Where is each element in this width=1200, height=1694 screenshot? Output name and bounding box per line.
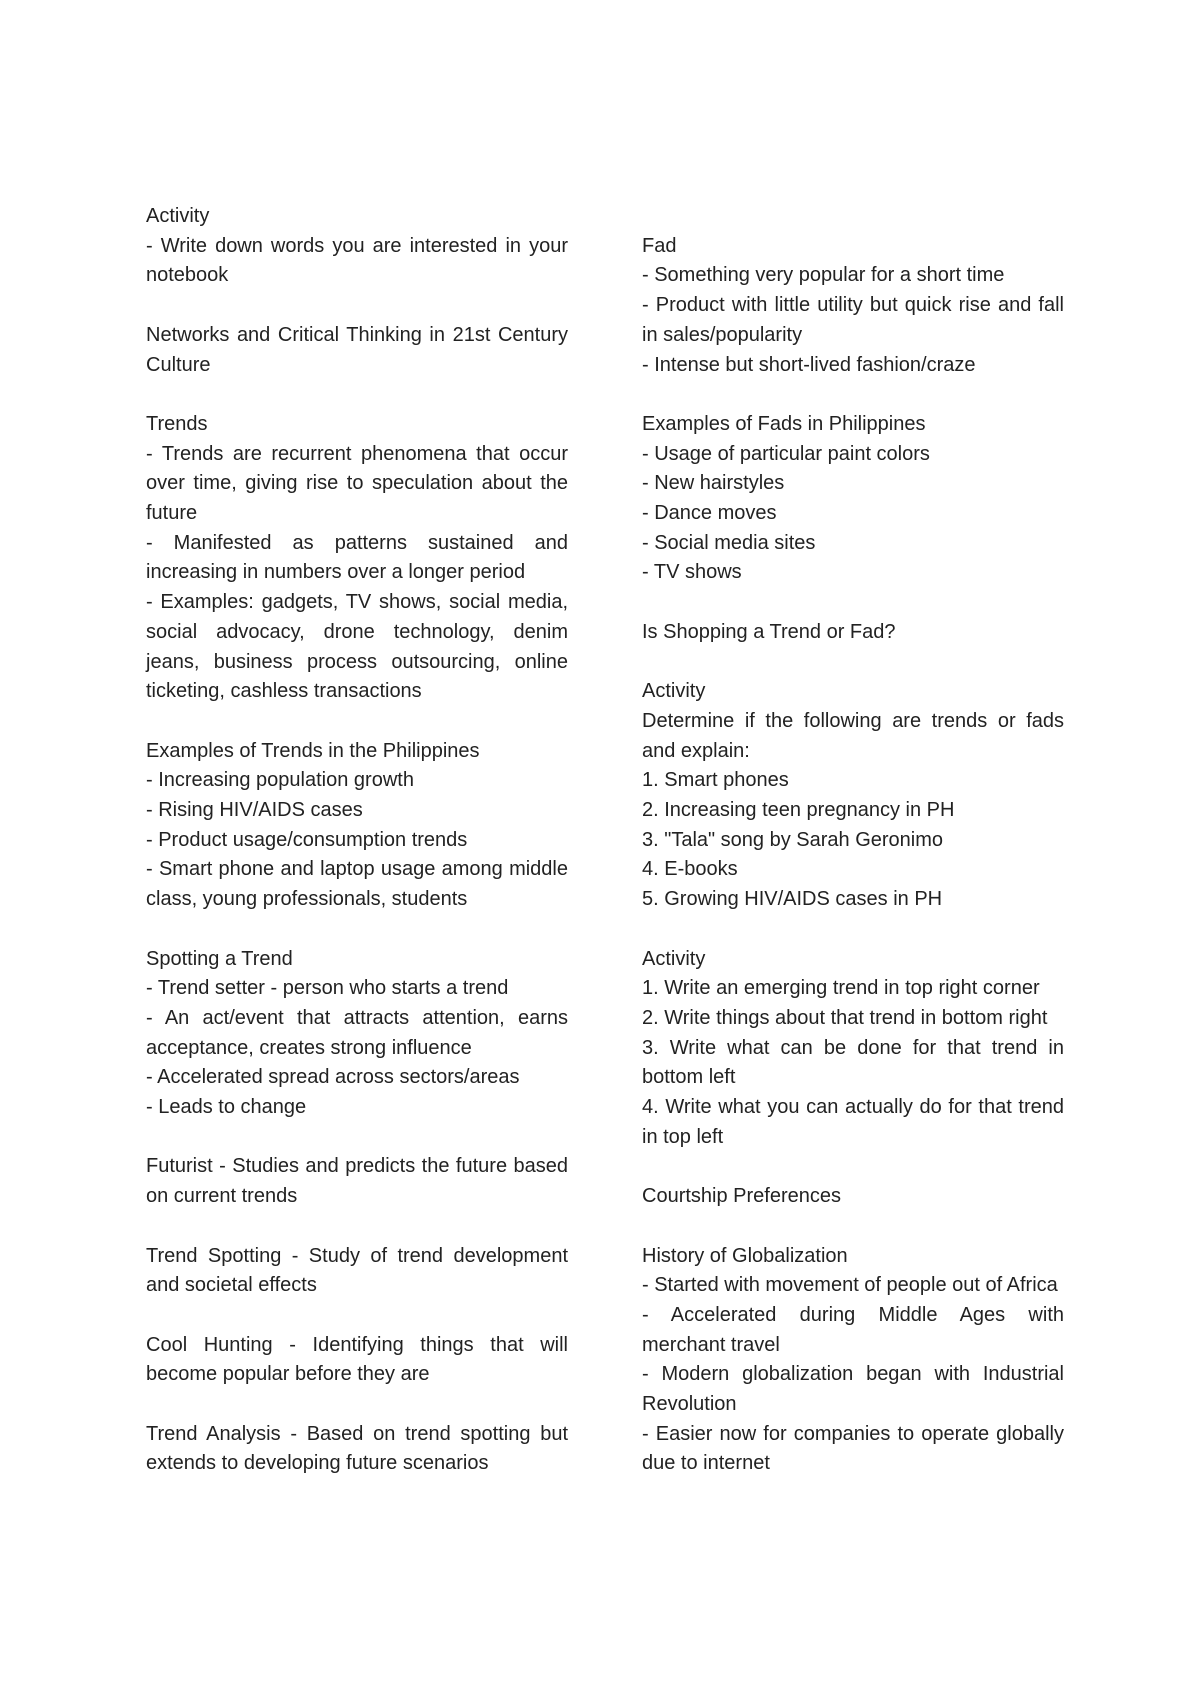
bullet-item: - Started with movement of people out of Africa [642,1274,1058,1297]
fad-block [642,232,1064,381]
block-heading: Spotting a Trend [146,947,293,970]
numbered-item: 1. Smart phones [642,769,789,792]
definition-text: Trend Spotting - Study of trend development and societal effects [146,1244,568,1297]
block-heading: Examples of Trends in the Philippines [146,739,480,762]
block-heading: Activity [146,205,210,227]
bullet-item: - Usage of particular paint colors [642,442,930,465]
spotting-trend-block [146,945,568,1123]
bullet-item: - Trends are recurrent phenomena that occur over time, giving rise to speculation about the future [146,442,568,524]
block-heading: Fad [642,234,677,257]
bullet-item: - Write down words you are interested in your notebook [146,234,568,287]
block-heading: Courtship Preferences [642,1185,841,1208]
bullet-item: - New hairstyles [642,472,785,495]
bullet-item: - Smart phone and laptop usage among middle class, young professionals, students [146,858,568,911]
trend-analysis-definition [146,1420,568,1479]
trends-philippines-block [146,737,568,915]
definition-text: Futurist - Studies and predicts the future based on current trends [146,1155,568,1208]
right-column [642,232,1064,1509]
question-heading: Is Shopping a Trend or Fad? [642,620,896,643]
bullet-item: - Modern globalization began with Industrial Revolution [642,1363,1064,1416]
bullet-item: - An act/event that attracts attention, earns acceptance, creates strong influence [146,1006,568,1059]
trend-spotting-definition [146,1242,568,1301]
emerging-trend-activity-block [642,945,1064,1153]
numbered-item: 2. Write things about that trend in bottom right [642,1006,1048,1029]
bullet-item: - Accelerated during Middle Ages with merchant travel [642,1303,1064,1356]
bullet-item: - Manifested as patterns sustained and increasing in numbers over a longer period [146,531,568,584]
block-heading: History of Globalization [642,1244,848,1267]
shopping-question-block [642,618,1064,648]
section-title-block [146,321,568,380]
instruction-text: Determine if the following are trends or fads and explain: [642,709,1064,762]
bullet-item: - Rising HIV/AIDS cases [146,799,363,822]
left-column [146,202,568,1509]
numbered-item: 4. E-books [642,858,738,881]
fads-philippines-block [642,410,1064,588]
bullet-item: - Something very popular for a short time [642,264,1005,287]
bullet-item: - Easier now for companies to operate globally due to internet [642,1422,1064,1475]
numbered-item: 3. Write what can be done for that trend in bottom left [642,1036,1064,1089]
block-heading: Activity [642,947,706,970]
section-title: Networks and Critical Thinking in 21st Century Culture [146,323,568,376]
bullet-item: - Dance moves [642,502,777,524]
courtship-block [642,1182,1064,1212]
block-heading: Examples of Fads in Philippines [642,412,926,435]
bullet-item: - Product with little utility but quick rise and fall in sales/popularity [642,294,1064,346]
numbered-item: 4. Write what you can actually do for that trend in top left [642,1096,1064,1148]
block-heading: Trends [146,412,208,435]
numbered-item: 3. "Tala" song by Sarah Geronimo [642,828,944,851]
block-heading: Activity [642,680,706,703]
trend-or-fad-activity-block [642,677,1064,915]
bullet-item: - Trend setter - person who starts a trend [146,977,509,1000]
numbered-item: 2. Increasing teen pregnancy in PH [642,799,955,821]
numbered-item: 1. Write an emerging trend in top right corner [642,977,1040,1000]
definition-text: Cool Hunting - Identifying things that will become popular before they are [146,1333,568,1386]
globalization-history-block [642,1242,1064,1480]
numbered-item: 5. Growing HIV/AIDS cases in PH [642,888,943,911]
trends-block [146,410,568,707]
cool-hunting-definition [146,1331,568,1390]
futurist-definition [146,1152,568,1211]
bullet-item: - Accelerated spread across sectors/areas [146,1066,520,1089]
bullet-item: - Social media sites [642,531,816,554]
bullet-item: - Leads to change [146,1096,307,1119]
definition-text: Trend Analysis - Based on trend spotting but extends to developing future scenarios [146,1422,568,1475]
activity-notes-block [146,202,568,291]
bullet-item: - Product usage/consumption trends [146,828,468,851]
bullet-item: - TV shows [642,561,742,584]
bullet-item: - Increasing population growth [146,769,414,792]
bullet-item: - Intense but short-lived fashion/craze [642,353,976,376]
bullet-item: - Examples: gadgets, TV shows, social media, social advocacy, drone technology, denim jeans, business process outsourcing, online ticketing, cashless transactions [146,591,568,703]
